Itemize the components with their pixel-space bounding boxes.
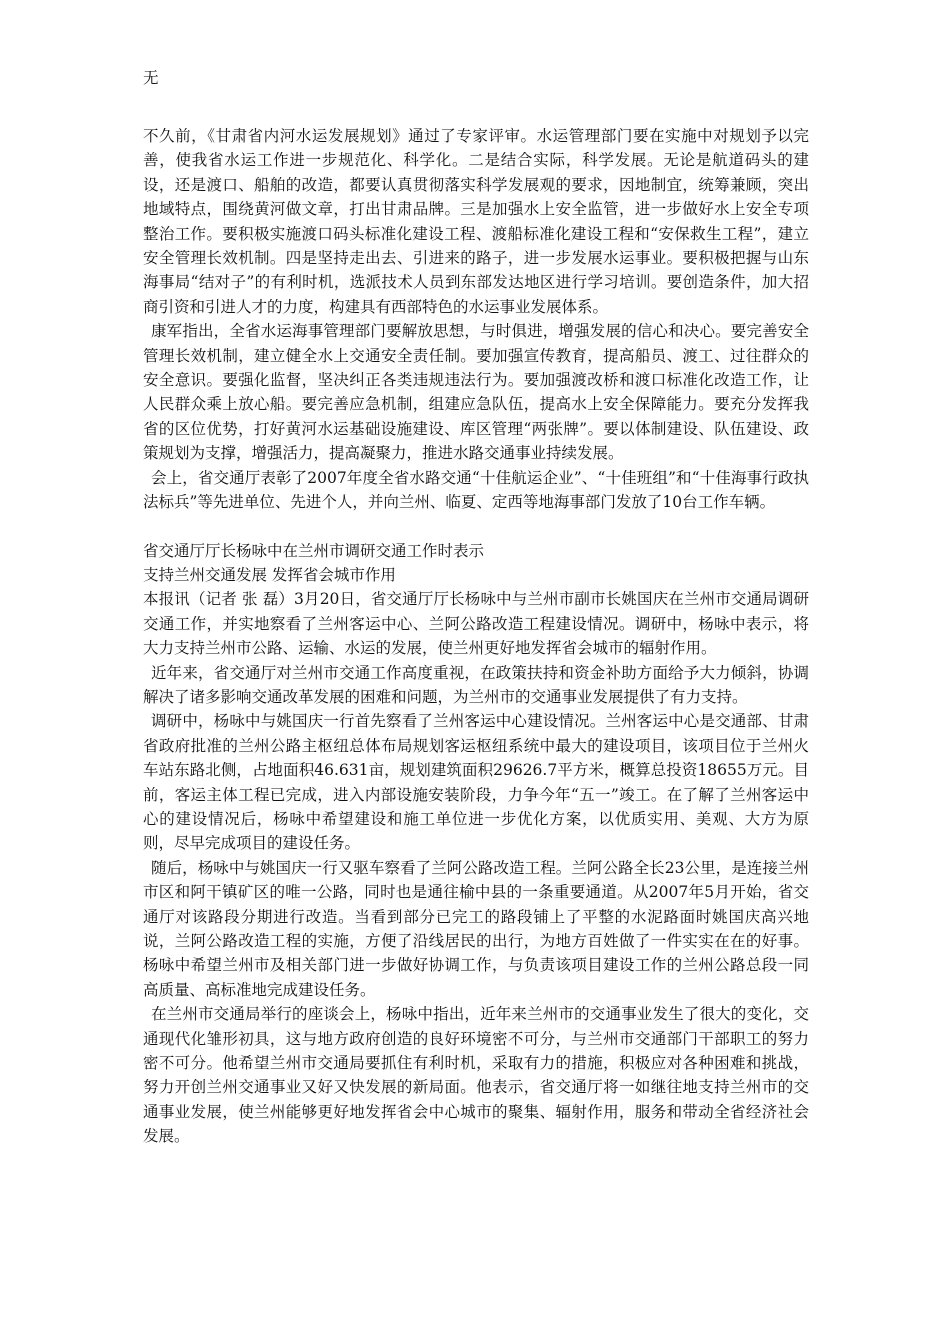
paragraph: 康军指出，全省水运海事管理部门要解放思想，与时俱进，增强发展的信心和决心。要完善安全管理长效机制，建立健全水上交通安全责任制。要加强宣传教育，提高船员、渡工、过往群众的安全意识。要强化监督，坚决纠正各类违规违法行为。要加强渡改桥和渡口标准化改造工作，让人民群众乘上放心船。要完善应急机制，组建应急队伍，提高水上安全保障能力。要充分发挥我省的区位优势，打好黄河水运基础设施建设、库区管理“两张牌”。要以体制建设、队伍建设、政策规划为支撑，增强活力，提高凝聚力，推进水路交通事业持续发展。 xyxy=(143,322,809,463)
section-2 xyxy=(143,539,809,1149)
article-headline: 省交通厅厅长杨咏中在兰州市调研交通工作时表示 xyxy=(143,541,485,560)
article-subheadline: 支持兰州交通发展 发挥省会城市作用 xyxy=(143,565,396,584)
document-page xyxy=(143,66,809,1149)
header-mark: 无 xyxy=(143,69,159,87)
paragraph: 不久前，《甘肃省内河水运发展规划》通过了专家评审。水运管理部门要在实施中对规划予以完善，使我省水运工作进一步规范化、科学化。二是结合实际，科学发展。无论是航道码头的建设，还是渡口、船舶的改造，都要认真贯彻落实科学发展观的要求，因地制宜，统筹兼顾，突出地域特点，围绕黄河做文章，打出甘肃品牌。三是加强水上安全监管，进一步做好水上安全专项整治工作。要积极实施渡口码头标准化建设工程、渡船标准化建设工程和“安保救生工程”，建立安全管理长效机制。四是坚持走出去、引进来的路子，进一步发展水运事业。要积极把握与山东海事局“结对子”的有利时机，选派技术人员到东部发达地区进行学习培训。要创造条件，加大招商引资和引进人才的力度，构建具有西部特色的水运事业发展体系。 xyxy=(143,127,809,316)
section-gap xyxy=(143,515,809,539)
paragraph: 在兰州市交通局举行的座谈会上，杨咏中指出，近年来兰州市的交通事业发生了很大的变化，交通现代化雏形初具，这与地方政府创造的良好环境密不可分，与兰州市交通部门干部职工的努力密不可分。他希望兰州市交通局要抓住有利时机，采取有力的措施，积极应对各种困难和挑战，努力开创兰州交通事业又好又快发展的新局面。他表示，省交通厅将一如继往地支持兰州市的交通事业发展，使兰州能够更好地发挥省会中心城市的聚集、辐射作用，服务和带动全省经济社会发展。 xyxy=(143,1005,809,1146)
paragraph: 近年来，省交通厅对兰州市交通工作高度重视，在政策扶持和资金补助方面给予大力倾斜，协调解决了诸多影响交通改革发展的困难和问题，为兰州市的交通事业发展提供了有力支持。 xyxy=(143,663,809,706)
paragraph: 会上，省交通厅表彰了2007年度全省水路交通“十佳航运企业”、“十佳班组”和“十佳海事行政执法标兵”等先进单位、先进个人，并向兰州、临夏、定西等地海事部门发放了10台工作车辆。 xyxy=(143,468,809,512)
paragraph: 本报讯（记者 张 磊）3月20日，省交通厅厅长杨咏中与兰州市副市长姚国庆在兰州市交通局调研交通工作，并实地察看了兰州客运中心、兰阿公路改造工程建设情况。调研中，杨咏中表示，将大力支持兰州市公路、运输、水运的发展，使兰州更好地发挥省会城市的辐射作用。 xyxy=(143,590,809,658)
section-1 xyxy=(143,124,809,515)
paragraph: 随后，杨咏中与姚国庆一行又驱车察看了兰阿公路改造工程。兰阿公路全长23公里，是连接兰州市区和阿干镇矿区的唯一公路，同时也是通往榆中县的一条重要通道。从2007年5月开始，省交通厅对该路段分期进行改造。当看到部分已完工的路段铺上了平整的水泥路面时姚国庆高兴地说，兰阿公路改造工程的实施，方便了沿线居民的出行，为地方百姓做了一件实实在在的好事。杨咏中希望兰州市及相关部门进一步做好协调工作，与负责该项目建设工作的兰州公路总段一同高质量、高标准地完成建设任务。 xyxy=(143,858,809,999)
paragraph: 调研中，杨咏中与姚国庆一行首先察看了兰州客运中心建设情况。兰州客运中心是交通部、甘肃省政府批准的兰州公路主枢纽总体布局规划客运枢纽系统中最大的建设项目，该项目位于兰州火车站东路北侧，占地面积46.631亩，规划建筑面积29626.7平方米，概算总投资18655万元。目前，客运主体工程已完成，进入内部设施安装阶段，力争今年“五一”竣工。在了解了兰州客运中心的建设情况后，杨咏中希望建设和施工单位进一步优化方案，以优质实用、美观、大方为原则，尽早完成项目的建设任务。 xyxy=(143,712,809,853)
